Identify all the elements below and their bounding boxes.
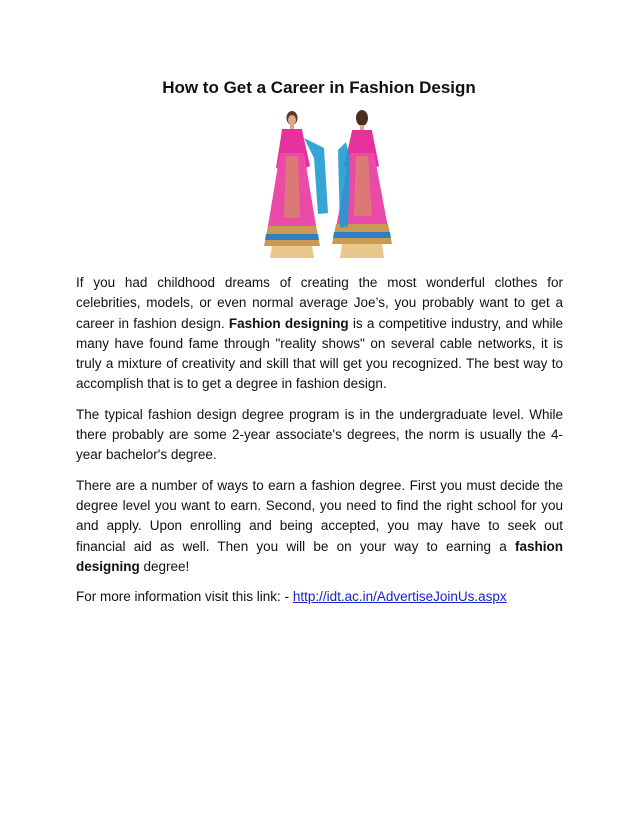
fashion-models-illustration (258, 108, 398, 263)
paragraph-ways-to-earn (76, 476, 563, 577)
fashion-models-photo (258, 108, 398, 263)
article-body (76, 273, 563, 617)
paragraph-text: is a competitive industry, and while many have found fame through "reality shows" on several cable networks, it is truly a mixture of creativity and skill that will get you recognized. The best way to accomplish that is to get a degree in fashion design. (76, 315, 563, 392)
paragraph-more-info (76, 587, 563, 607)
paragraph-intro (76, 273, 563, 395)
paragraph-text: There are a number of ways to earn a fashion degree. First you must decide the degree level you want to earn. Second, you need to find the right school for you and apply. Upon enrolling and being accepted, you may have to seek out financial aid as well. Then you will be on your way to earning a (76, 477, 563, 554)
more-info-text: For more information visit this link: - (76, 589, 293, 605)
paragraph-text: degree! (139, 558, 190, 574)
paragraph-degree-level: The typical fashion design degree program is in the undergraduate level. While there probably are some 2-year associate's degrees, the norm is usually the 4-year bachelor's degree. (76, 406, 563, 463)
paragraph-text: If you had childhood dreams of creating the most wonderful clothes for celebrities, models, or even normal average Joe’s, you probably want to get a career in fashion design. (76, 275, 563, 331)
more-info-link[interactable]: http://idt.ac.in/AdvertiseJoinUs.aspx (292, 589, 507, 605)
model-back (332, 110, 392, 258)
page-title: How to Get a Career in Fashion Design (162, 78, 476, 97)
bold-keyword: Fashion designing (228, 315, 349, 331)
bold-keyword: fashion designing (76, 538, 563, 574)
model-front (264, 111, 328, 258)
